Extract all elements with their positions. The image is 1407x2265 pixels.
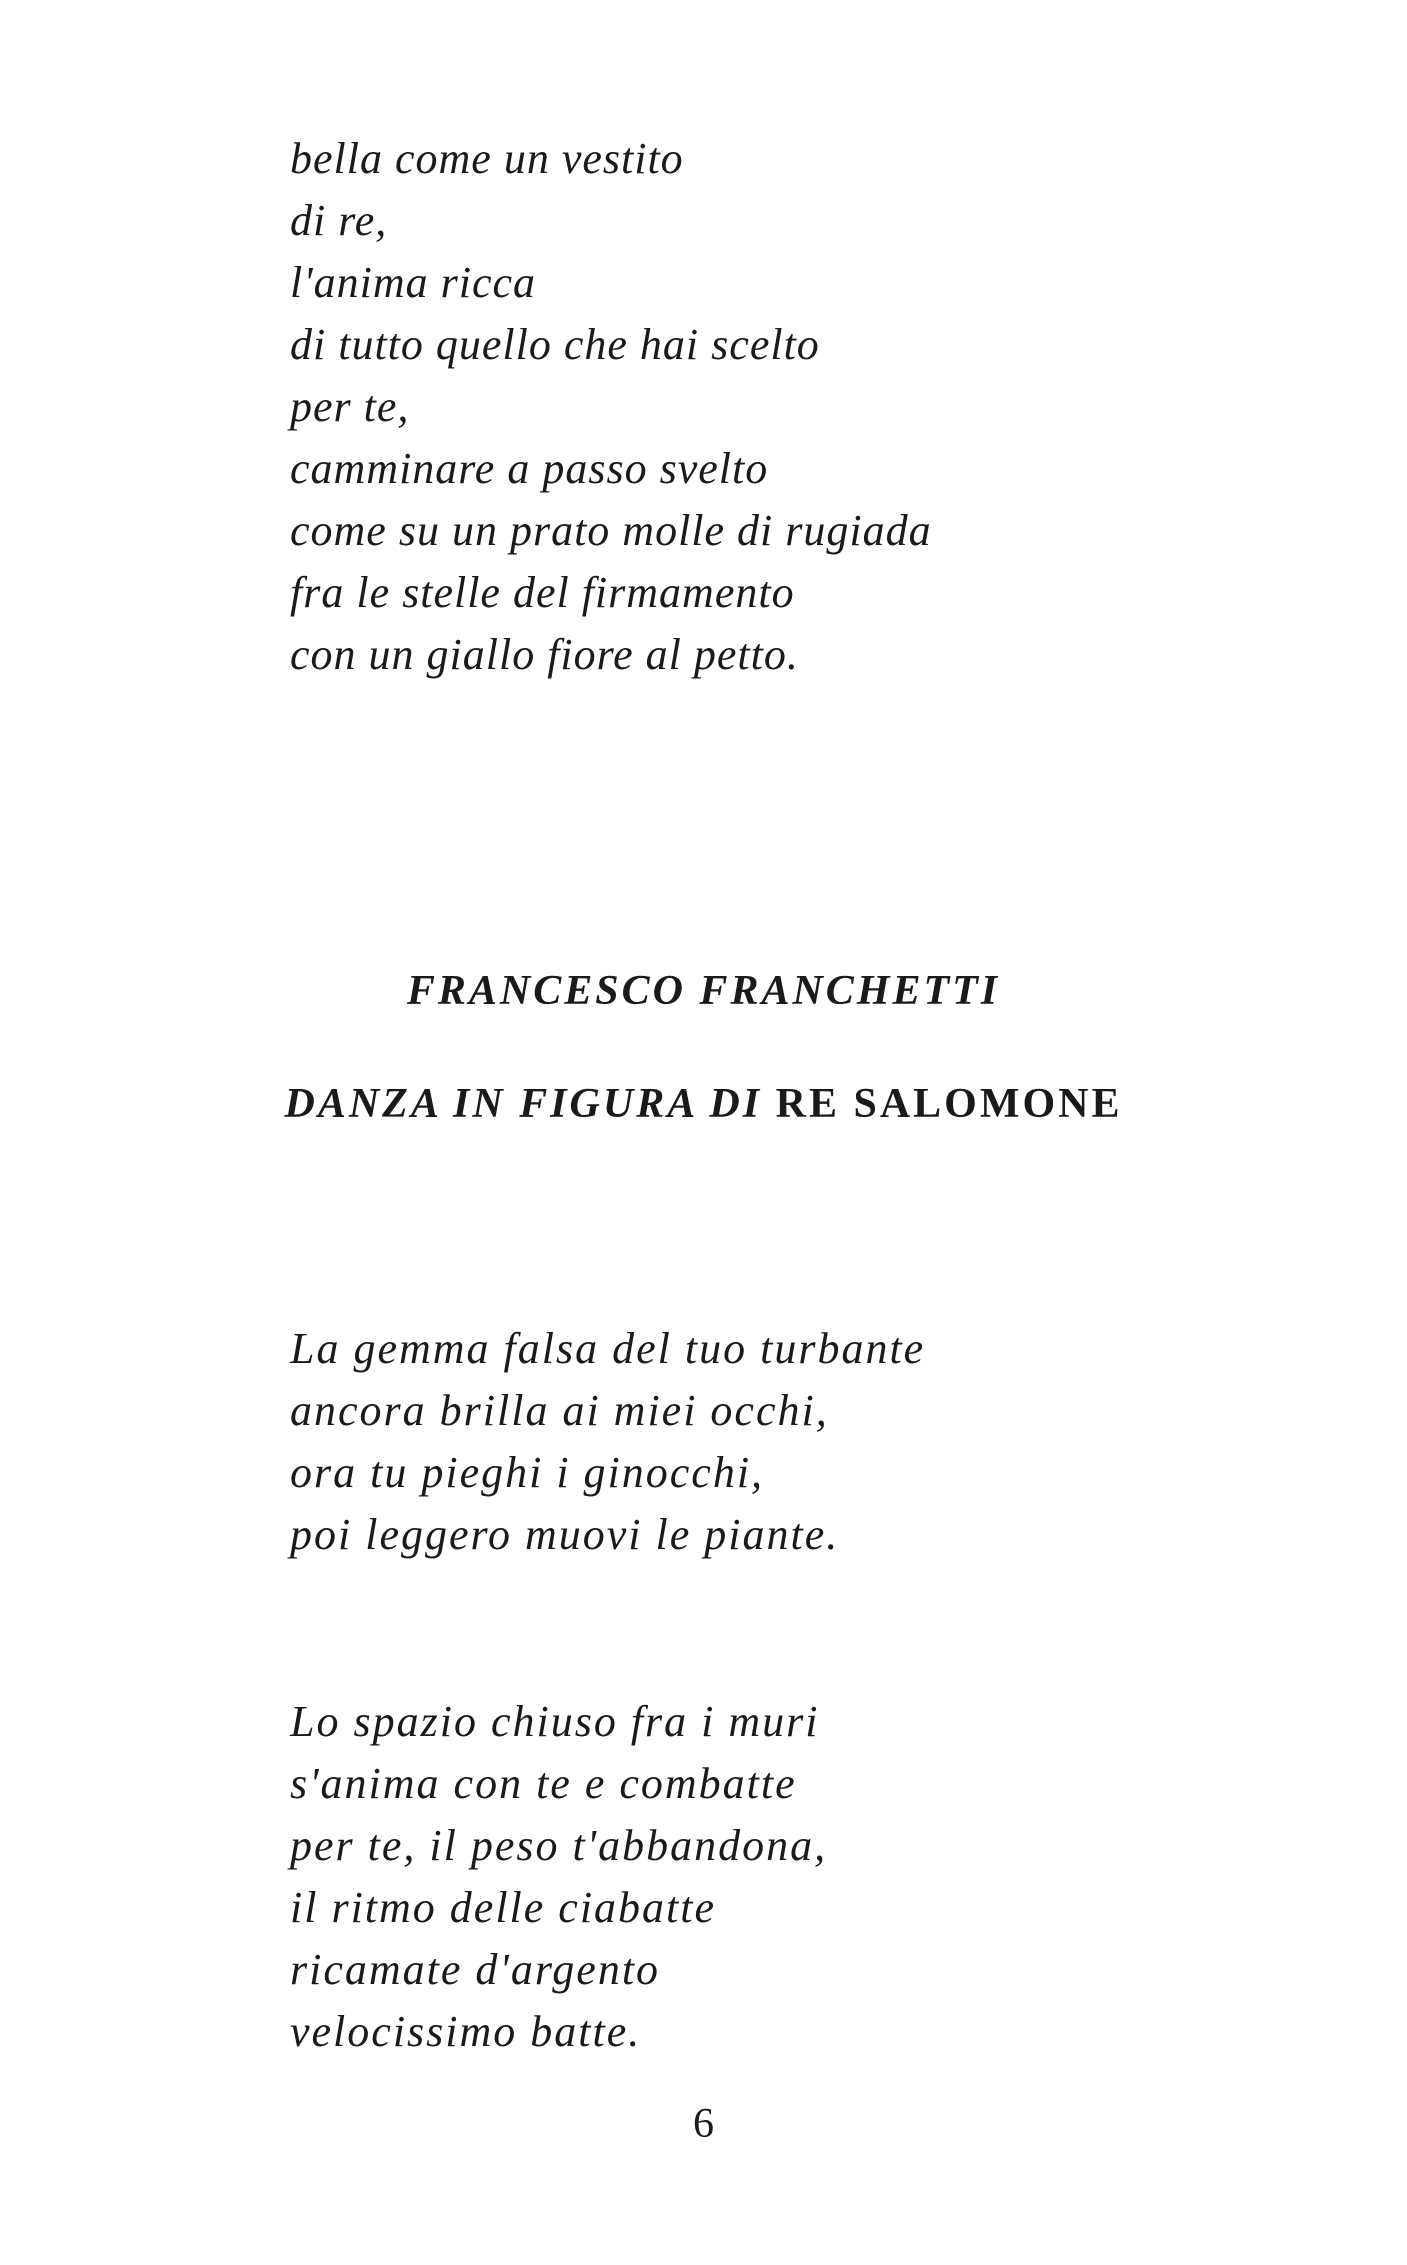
poem-title bbox=[0, 1080, 1407, 1128]
verse-line: con un giallo fiore al petto. bbox=[290, 630, 799, 679]
verse-line: fra le stelle del firmamento bbox=[290, 568, 795, 617]
stanza-3 bbox=[290, 1691, 827, 2063]
verse-line: per te, bbox=[290, 382, 410, 431]
verse-line: poi leggero muovi le piante. bbox=[290, 1510, 840, 1559]
verse-line: camminare a passo svelto bbox=[290, 444, 769, 493]
verse-line: ora tu pieghi i ginocchi, bbox=[290, 1448, 765, 1497]
verse-line: di re, bbox=[290, 196, 388, 245]
verse-line: di tutto quello che hai scelto bbox=[290, 320, 820, 369]
verse-line: Lo spazio chiuso fra i muri bbox=[290, 1697, 820, 1746]
verse-line: bella come un vestito bbox=[290, 134, 684, 183]
poem-title-italic: DANZA IN FIGURA DI bbox=[284, 1081, 763, 1127]
stanza-2 bbox=[290, 1318, 925, 1566]
verse-line: ancora brilla ai miei occhi, bbox=[290, 1386, 829, 1435]
poem-title-roman: RE SALOMONE bbox=[775, 1081, 1123, 1127]
verse-line: ricamate d'argento bbox=[290, 1945, 661, 1994]
page-number: 6 bbox=[693, 2101, 714, 2147]
verse-line: s'anima con te e combatte bbox=[290, 1759, 797, 1808]
verse-line: per te, il peso t'abbandona, bbox=[290, 1821, 828, 1870]
author-name: FRANCESCO FRANCHETTI bbox=[406, 968, 1001, 1014]
stanza-1 bbox=[290, 128, 932, 686]
verse-line: come su un prato molle di rugiada bbox=[290, 506, 932, 555]
verse-line: La gemma falsa del tuo turbante bbox=[290, 1324, 926, 1373]
verse-line: il ritmo delle ciabatte bbox=[290, 1883, 717, 1932]
verse-line: velocissimo batte. bbox=[290, 2007, 642, 2056]
verse-line: l'anima ricca bbox=[290, 258, 537, 307]
